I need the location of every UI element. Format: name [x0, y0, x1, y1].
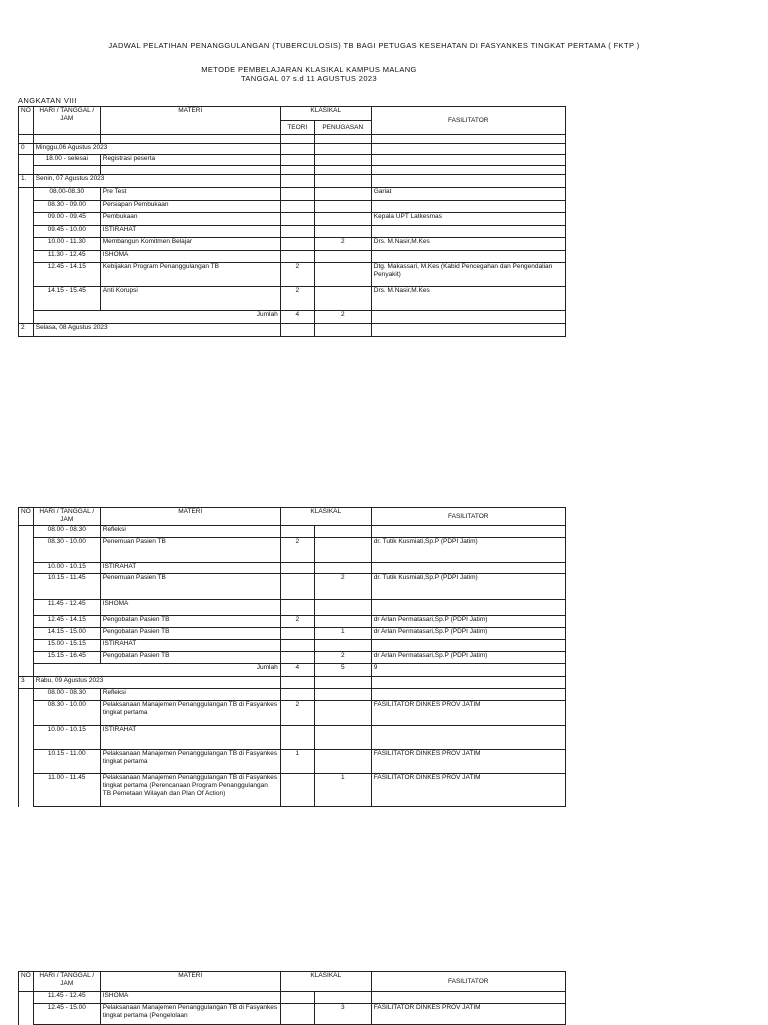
materi-cell: Penemuan Pasien TB	[100, 574, 280, 600]
teori-cell	[280, 226, 314, 238]
materi-cell: ISTIRAHAT	[100, 563, 280, 574]
penugasan-cell: 1	[314, 628, 371, 640]
jumlah-penugasan: 5	[314, 664, 371, 677]
table-row	[19, 640, 566, 652]
col-hari-header: HARI / TANGGAL / JAM	[33, 107, 100, 135]
col-hari-header: HARI / TANGGAL / JAM	[33, 508, 100, 526]
time-cell: 08.00 - 08.30	[33, 689, 100, 701]
no-cell	[19, 689, 34, 701]
empty-cell	[371, 135, 565, 144]
jumlah-total: 9	[371, 664, 565, 677]
time-cell: 08.00-08.30	[33, 188, 100, 201]
empty-cell	[280, 166, 314, 175]
time-cell: 14.15 - 15.45	[33, 287, 100, 311]
jumlah-teori: 4	[280, 664, 314, 677]
table-row	[19, 600, 566, 616]
fasilitator-cell	[371, 144, 565, 155]
day-row	[19, 175, 566, 188]
table-row	[19, 263, 566, 287]
teori-cell	[280, 677, 314, 689]
teori-cell	[280, 324, 314, 337]
penugasan-cell	[314, 701, 371, 726]
teori-cell	[280, 144, 314, 155]
fasilitator-cell: Drs. M.Nasir,M.Kes	[371, 287, 565, 311]
no-cell	[19, 774, 34, 807]
col-materi-header: MATERI	[100, 107, 280, 135]
fasilitator-cell: FASILITATOR DINKES PROV JATIM	[371, 1004, 565, 1025]
col-hari-header: HARI / TANGGAL / JAM	[33, 972, 100, 992]
table-row	[19, 213, 566, 226]
teori-cell	[280, 628, 314, 640]
col-teori-header: TEORI	[280, 121, 314, 135]
table-row	[19, 563, 566, 574]
teori-cell: 1	[280, 750, 314, 774]
jumlah-row	[19, 311, 566, 324]
batch-label: ANGKATAN VIII	[18, 96, 77, 105]
day-row	[19, 677, 566, 689]
materi-cell: Pelaksanaan Manajemen Penanggulangan TB di Fasyankes tingkat pertama (Pengelolaan	[100, 1004, 280, 1025]
no-cell	[19, 640, 34, 652]
penugasan-cell: 2	[314, 574, 371, 600]
teori-cell	[280, 563, 314, 574]
fasilitator-cell: Kepala UPT Latkesmas	[371, 213, 565, 226]
table-row	[19, 538, 566, 563]
col-no-header: NO	[19, 107, 34, 135]
col-materi-header: MATERI	[100, 508, 280, 526]
fasilitator-cell	[371, 640, 565, 652]
time-cell: 10.15 - 11.45	[33, 574, 100, 600]
no-cell	[19, 664, 34, 677]
penugasan-cell	[314, 226, 371, 238]
teori-cell	[280, 1004, 314, 1025]
empty-cell	[100, 135, 280, 144]
time-cell: 12.45 - 15.00	[33, 1004, 100, 1025]
col-fasilitator-header: FASILITATOR	[371, 508, 565, 526]
penugasan-cell	[314, 992, 371, 1004]
no-cell	[19, 238, 34, 251]
penugasan-cell	[314, 201, 371, 213]
penugasan-cell	[314, 213, 371, 226]
table-row	[19, 992, 566, 1004]
materi-cell: Anti Korupsi	[100, 287, 280, 311]
materi-cell: Refleksi	[100, 689, 280, 701]
fasilitator-cell	[371, 726, 565, 750]
time-cell: 12.45 - 14.15	[33, 616, 100, 628]
teori-cell	[280, 213, 314, 226]
teori-cell	[280, 640, 314, 652]
table-row	[19, 251, 566, 263]
time-cell: 08.30 - 10.00	[33, 538, 100, 563]
fasilitator-cell	[371, 992, 565, 1004]
penugasan-cell	[314, 324, 371, 337]
fasilitator-cell: FASILITATOR DINKES PROV JATIM	[371, 701, 565, 726]
penugasan-cell	[314, 175, 371, 188]
fasilitator-cell: dr Arlan Permatasari,Sp.P (PDPI Jatim)	[371, 616, 565, 628]
penugasan-cell	[314, 287, 371, 311]
no-cell	[19, 311, 34, 324]
time-cell: 08.30 - 09.00	[33, 201, 100, 213]
empty-cell	[19, 166, 34, 175]
penugasan-cell	[314, 563, 371, 574]
schedule-table-3	[18, 971, 566, 1025]
schedule-table-1	[18, 106, 566, 337]
no-cell	[19, 263, 34, 287]
materi-cell: ISHOMA	[100, 251, 280, 263]
time-cell: 09.00 - 09.45	[33, 213, 100, 226]
fasilitator-cell: dr Arlan Permatasari,Sp.P (PDPI Jatim)	[371, 652, 565, 664]
table-row	[19, 726, 566, 750]
document-title: JADWAL PELATIHAN PENANGGULANGAN (TUBERCULOSIS) TB BAGI PETUGAS KESEHATAN DI FASYANKES TINGKAT PERTAMA ( FKTP )	[108, 41, 640, 50]
table-row	[19, 574, 566, 600]
teori-cell	[280, 774, 314, 807]
no-cell	[19, 201, 34, 213]
materi-cell: Pelaksanaan Manajemen Penanggulangan TB di Fasyankes tingkat pertama	[100, 750, 280, 774]
empty-cell	[371, 166, 565, 175]
time-cell: 09.45 - 10.00	[33, 226, 100, 238]
col-fasilitator-header: FASILITATOR	[371, 972, 565, 992]
teori-cell: 2	[280, 263, 314, 287]
no-cell	[19, 251, 34, 263]
time-cell: 18.00 - selesai	[33, 155, 100, 166]
materi-cell: Persiapan Pembukaan	[100, 201, 280, 213]
no-cell	[19, 213, 34, 226]
fasilitator-cell	[371, 251, 565, 263]
day-number: 3	[19, 677, 34, 689]
materi-cell: Pelaksanaan Manajemen Penanggulangan TB di Fasyankes tingkat pertama	[100, 701, 280, 726]
no-cell	[19, 574, 34, 600]
teori-cell: 2	[280, 701, 314, 726]
col-klasikal-header: KLASIKAL	[280, 508, 371, 526]
fasilitator-cell: dr. Tutik Kusmiati,Sp.P (PDPI Jatim)	[371, 538, 565, 563]
time-cell: 10.00 - 10.15	[33, 726, 100, 750]
materi-cell: ISTIRAHAT	[100, 226, 280, 238]
materi-cell: Refleksi	[100, 526, 280, 538]
day-number: 2	[19, 324, 34, 337]
time-cell: 11.45 - 12.45	[33, 992, 100, 1004]
materi-cell: Pengobatan Pasien TB	[100, 628, 280, 640]
fasilitator-cell	[371, 175, 565, 188]
penugasan-cell: 2	[314, 238, 371, 251]
table-row	[19, 526, 566, 538]
no-cell	[19, 1004, 34, 1025]
spacer-row	[19, 166, 566, 175]
fasilitator-cell: Dtg. Makassari, M.Kes (Kabid Pencegahan dan Pengendalian Penyakit)	[371, 263, 565, 287]
materi-cell: Pre Test	[100, 188, 280, 201]
penugasan-cell: 2	[314, 652, 371, 664]
penugasan-cell	[314, 689, 371, 701]
no-cell	[19, 750, 34, 774]
time-cell: 14.15 - 15.00	[33, 628, 100, 640]
materi-cell: Pembukaan	[100, 213, 280, 226]
materi-cell: Membangun Komitmen Belajar	[100, 238, 280, 251]
penugasan-cell	[314, 188, 371, 201]
teori-cell	[280, 600, 314, 616]
time-cell: 12.45 - 14.15	[33, 263, 100, 287]
penugasan-cell	[314, 640, 371, 652]
penugasan-cell: 1	[314, 774, 371, 807]
fasilitator-cell: dr. Tutik Kusmiati,Sp.P (PDPI Jatim)	[371, 574, 565, 600]
no-cell	[19, 526, 34, 538]
jumlah-label: Jumlah	[33, 664, 280, 677]
fasilitator-cell: FASILITATOR DINKES PROV JATIM	[371, 774, 565, 807]
empty-cell	[280, 135, 314, 144]
table-row	[19, 689, 566, 701]
fasilitator-cell	[371, 226, 565, 238]
no-cell	[19, 616, 34, 628]
penugasan-cell: 3	[314, 1004, 371, 1025]
materi-cell: ISTIRAHAT	[100, 640, 280, 652]
materi-cell: ISHOMA	[100, 992, 280, 1004]
no-cell	[19, 652, 34, 664]
no-cell	[19, 188, 34, 201]
materi-cell: Pengobatan Pasien TB	[100, 616, 280, 628]
jumlah-teori: 4	[280, 311, 314, 324]
col-klasikal-header: KLASIKAL	[280, 107, 371, 121]
no-cell	[19, 992, 34, 1004]
table-row	[19, 201, 566, 213]
col-materi-header: MATERI	[100, 972, 280, 992]
table-row	[19, 701, 566, 726]
table-row	[19, 628, 566, 640]
penugasan-cell	[314, 263, 371, 287]
fasilitator-cell	[371, 677, 565, 689]
penugasan-cell	[314, 155, 371, 166]
empty-cell	[314, 166, 371, 175]
fasilitator-cell	[371, 563, 565, 574]
jumlah-penugasan: 2	[314, 311, 371, 324]
teori-cell	[280, 652, 314, 664]
empty-cell	[33, 135, 100, 144]
time-cell: 08.00 - 08.30	[33, 526, 100, 538]
fasilitator-cell	[371, 526, 565, 538]
table-row	[19, 155, 566, 166]
no-cell	[19, 155, 34, 166]
fasilitator-cell	[371, 324, 565, 337]
fasilitator-cell: Gariat	[371, 188, 565, 201]
day-label: Rabu, 09 Agustus 2023	[33, 677, 280, 689]
day-label: Minggu,06 Agustus 2023	[33, 144, 280, 155]
teori-cell	[280, 251, 314, 263]
empty-cell	[33, 166, 100, 175]
time-cell: 11.00 - 11.45	[33, 774, 100, 807]
teori-cell: 2	[280, 538, 314, 563]
time-cell: 11.45 - 12.45	[33, 600, 100, 616]
teori-cell	[280, 574, 314, 600]
col-klasikal-header: KLASIKAL	[280, 972, 371, 992]
col-penugasan-header: PENUGASAN	[314, 121, 371, 135]
time-cell: 15.00 - 15.15	[33, 640, 100, 652]
day-row	[19, 324, 566, 337]
no-cell	[19, 726, 34, 750]
materi-cell: Registrasi peserta	[100, 155, 280, 166]
method-subtitle: METODE PEMBELAJARAN KLASIKAL KAMPUS MALANG	[201, 65, 417, 74]
teori-cell	[280, 526, 314, 538]
no-cell	[19, 701, 34, 726]
teori-cell	[280, 175, 314, 188]
day-number: 1.	[19, 175, 34, 188]
teori-cell	[280, 188, 314, 201]
no-cell	[19, 600, 34, 616]
teori-cell: 2	[280, 287, 314, 311]
fasilitator-cell	[371, 600, 565, 616]
materi-cell: Pengobatan Pasien TB	[100, 652, 280, 664]
no-cell	[19, 226, 34, 238]
penugasan-cell	[314, 726, 371, 750]
teori-cell	[280, 238, 314, 251]
empty-cell	[314, 135, 371, 144]
penugasan-cell	[314, 600, 371, 616]
materi-cell: Penemuan Pasien TB	[100, 538, 280, 563]
fasilitator-cell: Drs. M.Nasir,M.Kes	[371, 238, 565, 251]
teori-cell	[280, 689, 314, 701]
empty-cell	[100, 166, 280, 175]
schedule-table-2	[18, 507, 566, 807]
col-no-header: NO	[19, 508, 34, 526]
empty-cell	[19, 135, 34, 144]
table-row	[19, 188, 566, 201]
table-row	[19, 616, 566, 628]
penugasan-cell	[314, 538, 371, 563]
fasilitator-cell	[371, 155, 565, 166]
day-label: Selasa, 08 Agustus 2023	[33, 324, 280, 337]
fasilitator-cell: FASILITATOR DINKES PROV JATIM	[371, 750, 565, 774]
penugasan-cell	[314, 251, 371, 263]
fasilitator-cell	[371, 201, 565, 213]
day-row	[19, 144, 566, 155]
spacer-row	[19, 135, 566, 144]
table-row	[19, 287, 566, 311]
no-cell	[19, 563, 34, 574]
day-number: 0	[19, 144, 34, 155]
time-cell: 11.30 - 12.45	[33, 251, 100, 263]
materi-cell: ISHOMA	[100, 600, 280, 616]
teori-cell	[280, 201, 314, 213]
time-cell: 10.00 - 10.15	[33, 563, 100, 574]
teori-cell	[280, 726, 314, 750]
fasilitator-cell: dr Arlan Permatasari,Sp.P (PDPI Jatim)	[371, 628, 565, 640]
teori-cell	[280, 155, 314, 166]
date-subtitle: TANGGAL 07 s.d 11 AGUSTUS 2023	[240, 74, 378, 83]
penugasan-cell	[314, 750, 371, 774]
no-cell	[19, 287, 34, 311]
no-cell	[19, 628, 34, 640]
col-no-header: NO	[19, 972, 34, 992]
table-row	[19, 652, 566, 664]
time-cell: 15.15 - 16.45	[33, 652, 100, 664]
day-label: Senin, 07 Agustus 2023	[33, 175, 280, 188]
jumlah-total	[371, 311, 565, 324]
materi-cell: ISTIRAHAT	[100, 726, 280, 750]
jumlah-label: Jumlah	[33, 311, 280, 324]
time-cell: 10.00 - 11.30	[33, 238, 100, 251]
col-fasilitator-header: FASILITATOR	[371, 107, 565, 135]
time-cell: 08.30 - 10.00	[33, 701, 100, 726]
penugasan-cell	[314, 144, 371, 155]
teori-cell	[280, 992, 314, 1004]
table-row	[19, 750, 566, 774]
jumlah-row	[19, 664, 566, 677]
penugasan-cell	[314, 616, 371, 628]
materi-cell: Kebijakan Program Penanggulangan TB	[100, 263, 280, 287]
materi-cell: Pelaksanaan Manajemen Penanggulangan TB di Fasyankes tingkat pertama (Perencanaan Program Penanggulangan TB Pemetaan Wilayah dan Plan Of Action)	[100, 774, 280, 807]
fasilitator-cell	[371, 689, 565, 701]
penugasan-cell	[314, 677, 371, 689]
table-row	[19, 1004, 566, 1025]
table-row	[19, 238, 566, 251]
penugasan-cell	[314, 526, 371, 538]
table-row	[19, 774, 566, 807]
table-row	[19, 226, 566, 238]
teori-cell: 2	[280, 616, 314, 628]
time-cell: 10.15 - 11.00	[33, 750, 100, 774]
no-cell	[19, 538, 34, 563]
